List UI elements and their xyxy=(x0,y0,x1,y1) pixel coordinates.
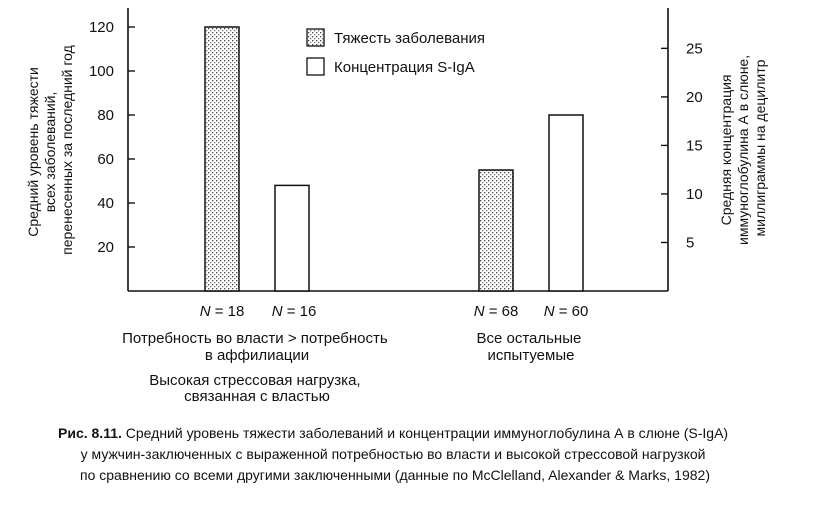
right-tick-label: 25 xyxy=(686,40,703,58)
bar-sigA xyxy=(549,115,583,291)
left-tick-label: 60 xyxy=(97,151,114,168)
n-label: N = 18 xyxy=(199,303,245,320)
group-label-power: Потребность во власти > потребность в аффилиации xyxy=(122,330,388,364)
right-tick-label: 10 xyxy=(686,185,703,203)
right-axis-title: Средняя концентрация иммуноглобулина А в слюне, миллиграммы на децилитр xyxy=(718,54,768,245)
n-labels xyxy=(200,303,589,320)
right-tick-label: 5 xyxy=(686,234,695,252)
right-tick-label: 15 xyxy=(686,137,703,155)
n-label: N = 16 xyxy=(271,303,317,320)
bar-severity xyxy=(479,170,513,291)
n-label: N = 68 xyxy=(473,303,519,320)
legend-swatch-dotted xyxy=(307,29,324,46)
legend-label-severity: Тяжесть заболевания xyxy=(334,30,486,47)
legend xyxy=(307,29,485,76)
caption-figure-number: Рис. 8.11. xyxy=(58,425,122,441)
left-tick-label: 100 xyxy=(88,63,114,80)
left-tick-label: 80 xyxy=(97,107,114,124)
legend-swatch-empty xyxy=(307,58,324,75)
left-axis-title: Средний уровень тяжести всех заболеваний, перенесенных за последний год xyxy=(25,45,75,255)
figure-caption: Рис. 8.11. Средний уровень тяжести заболеваний и концентрации иммуноглобулина А в слюне (S-IgA) у мужчин-заключенных с выраженной потребностью во власти и высокой стрессовой нагрузкой по сравнению со всеми другими заключенными (данные по McClelland, Alexander & Marks, 1982) xyxy=(58,425,729,483)
right-tick-label: 20 xyxy=(686,88,703,106)
n-label: N = 60 xyxy=(543,303,589,320)
bar-severity xyxy=(205,27,239,291)
group-label-others: Все остальные испытуемые xyxy=(476,330,582,364)
bar-sigA xyxy=(275,185,309,291)
left-tick-label: 40 xyxy=(97,195,114,212)
legend-label-sigA: Концентрация S-IgA xyxy=(334,59,475,76)
group-sublabel-stress: Высокая стрессовая нагрузка, связанная с властью xyxy=(149,372,361,405)
left-tick-label: 20 xyxy=(97,239,114,256)
left-tick-label: 120 xyxy=(88,19,114,36)
